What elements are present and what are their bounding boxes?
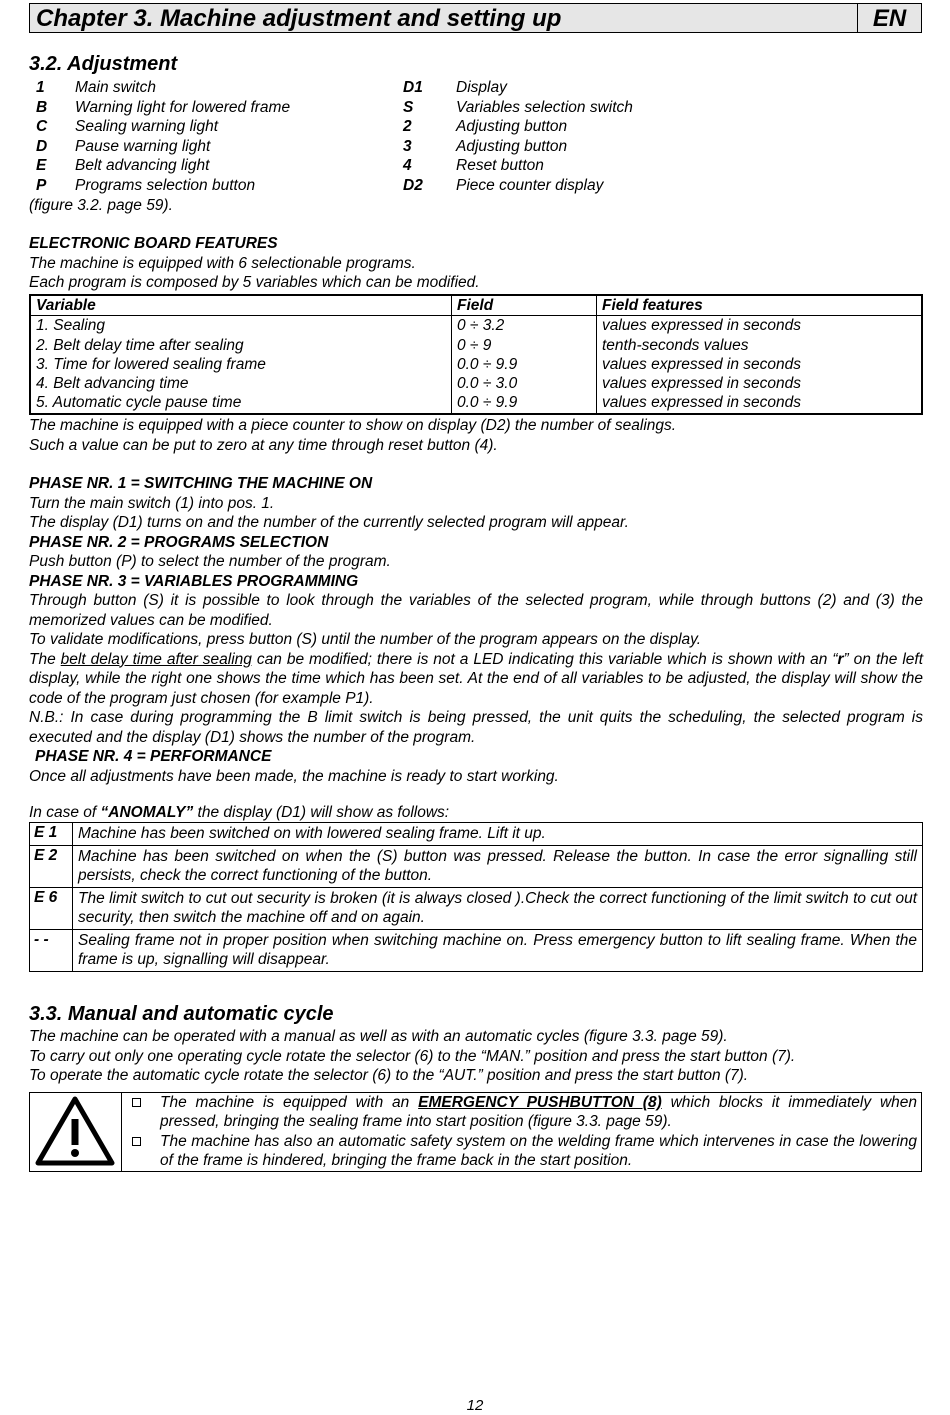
- phase-3-heading: PHASE NR. 3 = VARIABLES PROGRAMMING: [29, 572, 359, 590]
- table-cell: 0.0 ÷ 9.9: [452, 393, 597, 413]
- anomaly-description: The limit switch to cut out security is broken (it is always closed ).Check the correct functioning of the limit switch to cut out security, then switch the machine off and on again.: [73, 887, 923, 929]
- table-cell: values expressed in seconds: [597, 374, 923, 393]
- table-row: [30, 336, 922, 355]
- legend-label: Adjusting button: [456, 137, 568, 155]
- table-cell: 5. Automatic cycle pause time: [36, 394, 242, 412]
- column-header: Field: [452, 295, 597, 316]
- table-cell: values expressed in seconds: [597, 316, 923, 336]
- emergency-pushbutton-text: EMERGENCY PUSHBUTTON (8): [418, 1094, 662, 1111]
- legend-row: [29, 117, 922, 137]
- legend-label: Piece counter display: [456, 176, 604, 194]
- page-number: 12: [466, 1397, 484, 1414]
- section-adjustment-title: 3.2. Adjustment: [29, 53, 178, 75]
- phase-4-line-1: Once all adjustments have been made, the machine is ready to start working.: [29, 767, 559, 785]
- legend-key: 2: [403, 118, 412, 136]
- legend-label: Variables selection switch: [456, 98, 633, 116]
- phase-3-paragraph-1: Through button (S) it is possible to look through the variables of the selected program, while through buttons (2) and (3) the memorized values can be modified.: [29, 592, 923, 629]
- table-row: [30, 374, 922, 393]
- warning-triangle-icon: [30, 1093, 122, 1171]
- legend-label: Display: [456, 79, 507, 96]
- legend-label: Sealing warning light: [75, 118, 219, 136]
- figure-reference-text: (figure 3.2. page 59).: [29, 196, 173, 214]
- phases-block: [29, 474, 923, 591]
- legend-key: C: [36, 118, 48, 136]
- legend-row: [29, 137, 922, 157]
- table-row: [30, 316, 922, 336]
- anomaly-code: E 1: [30, 823, 73, 846]
- column-header: Field features: [597, 295, 923, 316]
- table-cell: 0 ÷ 9: [452, 336, 597, 355]
- legend-label: Pause warning light: [75, 137, 211, 155]
- table-cell: 0.0 ÷ 3.0: [452, 374, 597, 393]
- legend-key: 3: [403, 137, 412, 155]
- checkbox-bullet-icon: [132, 1098, 141, 1107]
- warning-item-2: The machine has also an automatic safety system on the welding frame which intervenes in case the lowering of the frame is hindered, bringing the frame back in the start position.: [160, 1132, 917, 1169]
- section-cycle-title: 3.3. Manual and automatic cycle: [29, 1003, 334, 1025]
- legend-row: [29, 78, 922, 98]
- counter-line-2: Such a value can be put to zero at any time through reset button (4).: [29, 436, 498, 454]
- component-legend: [29, 78, 922, 215]
- table-cell: values expressed in seconds: [597, 393, 923, 413]
- phase-3-body: [29, 591, 923, 786]
- anomaly-description: Machine has been switched on with lowered sealing frame. Lift it up.: [73, 823, 923, 846]
- p3-r-symbol: r: [837, 650, 844, 668]
- table-cell: 1. Sealing: [36, 317, 105, 335]
- counter-line-1: The machine is equipped with a piece counter to show on display (D2) the number of sealings.: [29, 417, 677, 434]
- anomaly-intro-a: In case of: [29, 804, 101, 821]
- variables-table: [29, 294, 923, 415]
- anomaly-table: [29, 822, 923, 972]
- p3-text-c: ” on the left display, while the right one shows the time which has been set. At the end of all variables to be adjusted, the display will show the code of the program just chosen (for example P1).: [29, 650, 924, 707]
- phase-4-heading: PHASE NR. 4 = PERFORMANCE: [35, 748, 272, 765]
- legend-key: P: [36, 176, 47, 194]
- electronic-heading: ELECTRONIC BOARD FEATURES: [29, 235, 278, 252]
- legend-label: Main switch: [75, 79, 156, 96]
- legend-label: Belt advancing light: [75, 157, 210, 175]
- cycle-line-3: To operate the automatic cycle rotate the selector (6) to the “AUT.” position and press the start button (7).: [29, 1067, 749, 1084]
- table-row: [30, 823, 923, 846]
- phase-1-heading: PHASE NR. 1 = SWITCHING THE MACHINE ON: [29, 475, 373, 492]
- anomaly-intro: [29, 803, 449, 823]
- anomaly-intro-c: the display (D1) will show as follows:: [193, 804, 450, 821]
- table-cell: 4. Belt advancing time: [36, 375, 189, 393]
- anomaly-code: E 2: [30, 845, 73, 887]
- electronic-line-1: The machine is equipped with 6 selectionable programs.: [29, 254, 416, 272]
- table-row: [30, 845, 923, 887]
- legend-row: [29, 176, 922, 196]
- anomaly-code: E 6: [30, 887, 73, 929]
- piece-counter-text: [29, 416, 676, 455]
- legend-label: Reset button: [456, 157, 544, 175]
- warning-item: [122, 1093, 921, 1132]
- table-cell: 3. Time for lowered sealing frame: [36, 355, 266, 373]
- phase-2-line-1: Push button (P) to select the number of the program.: [29, 553, 391, 570]
- legend-key: B: [36, 98, 48, 116]
- phase-3-paragraph-4: N.B.: In case during programming the B limit switch is being pressed, the unit quits the scheduling, the selected program is executed and the display (D1) shows the number of the program.: [29, 709, 923, 746]
- legend-label: Adjusting button: [456, 118, 568, 136]
- legend-label: Programs selection button: [75, 176, 256, 194]
- legend-key: E: [36, 157, 47, 175]
- cycle-text: [29, 1027, 795, 1086]
- phase-1-line-2: The display (D1) turns on and the number of the currently selected program will appear.: [29, 514, 629, 531]
- legend-key: 1: [36, 79, 45, 96]
- column-header: Variable: [30, 295, 452, 316]
- legend-key: S: [403, 98, 414, 116]
- figure-reference: [29, 196, 922, 216]
- checkbox-bullet-icon: [132, 1137, 141, 1146]
- anomaly-description: Sealing frame not in proper position when switching machine on. Press emergency button to lift sealing frame. When the frame is up, signalling will disappear.: [73, 929, 923, 971]
- warning-box: [29, 1092, 922, 1172]
- table-cell: 2. Belt delay time after sealing: [36, 336, 244, 354]
- phase-2-heading: PHASE NR. 2 = PROGRAMS SELECTION: [29, 533, 329, 551]
- legend-key: D1: [403, 79, 423, 96]
- table-cell: tenth-seconds values: [597, 336, 923, 355]
- chapter-header: [29, 3, 922, 33]
- p3-text-b: can be modified; there is not a LED indicating this variable which is shown with an “: [251, 650, 838, 668]
- electronic-board-features: [29, 234, 480, 293]
- anomaly-intro-bold: “ANOMALY”: [100, 804, 194, 821]
- legend-key: 4: [403, 157, 412, 175]
- table-cell: 0 ÷ 3.2: [452, 316, 597, 336]
- legend-label: Warning light for lowered frame: [75, 98, 291, 116]
- phase-3-paragraph-2: To validate modifications, press button (S) until the number of the program appears on the display.: [29, 631, 702, 648]
- table-cell: 0.0 ÷ 9.9: [452, 355, 597, 374]
- chapter-title: Chapter 3. Machine adjustment and setting up: [36, 5, 562, 32]
- anomaly-code: - -: [30, 929, 73, 971]
- table-row: [30, 929, 923, 971]
- warning-item-1-a: The machine is equipped with an: [160, 1094, 419, 1111]
- legend-key: D2: [403, 176, 423, 194]
- legend-key: D: [36, 137, 48, 155]
- warning-list: [122, 1093, 921, 1170]
- electronic-line-2: Each program is composed by 5 variables which can be modified.: [29, 274, 480, 291]
- phase-1-line-1: Turn the main switch (1) into pos. 1.: [29, 494, 275, 512]
- language-code: EN: [857, 4, 921, 32]
- warning-item: [122, 1132, 921, 1171]
- table-row: [30, 887, 923, 929]
- warning-item-1-c: which blocks it immediately when pressed, bringing the sealing frame into start position (figure 3.3. page 59).: [160, 1094, 917, 1131]
- anomaly-description: Machine has been switched on when the (S) button was pressed. Release the button. In case the error signalling still persists, check the correct functioning of the button.: [73, 845, 923, 887]
- table-header-row: [30, 295, 922, 316]
- cycle-line-1: The machine can be operated with a manual as well as with an automatic cycles (figure 3.3. page 59).: [29, 1028, 728, 1045]
- table-row: [30, 393, 922, 413]
- legend-row: [29, 98, 922, 118]
- legend-row: [29, 156, 922, 176]
- phase-3-paragraph-3: [29, 650, 923, 709]
- p3-underlined: belt delay time after sealing: [60, 650, 252, 668]
- table-row: [30, 355, 922, 374]
- table-cell: values expressed in seconds: [597, 355, 923, 374]
- p3-text-a: The: [29, 650, 61, 668]
- cycle-line-2: To carry out only one operating cycle rotate the selector (6) to the “MAN.” position and press the start button (7).: [29, 1047, 796, 1065]
